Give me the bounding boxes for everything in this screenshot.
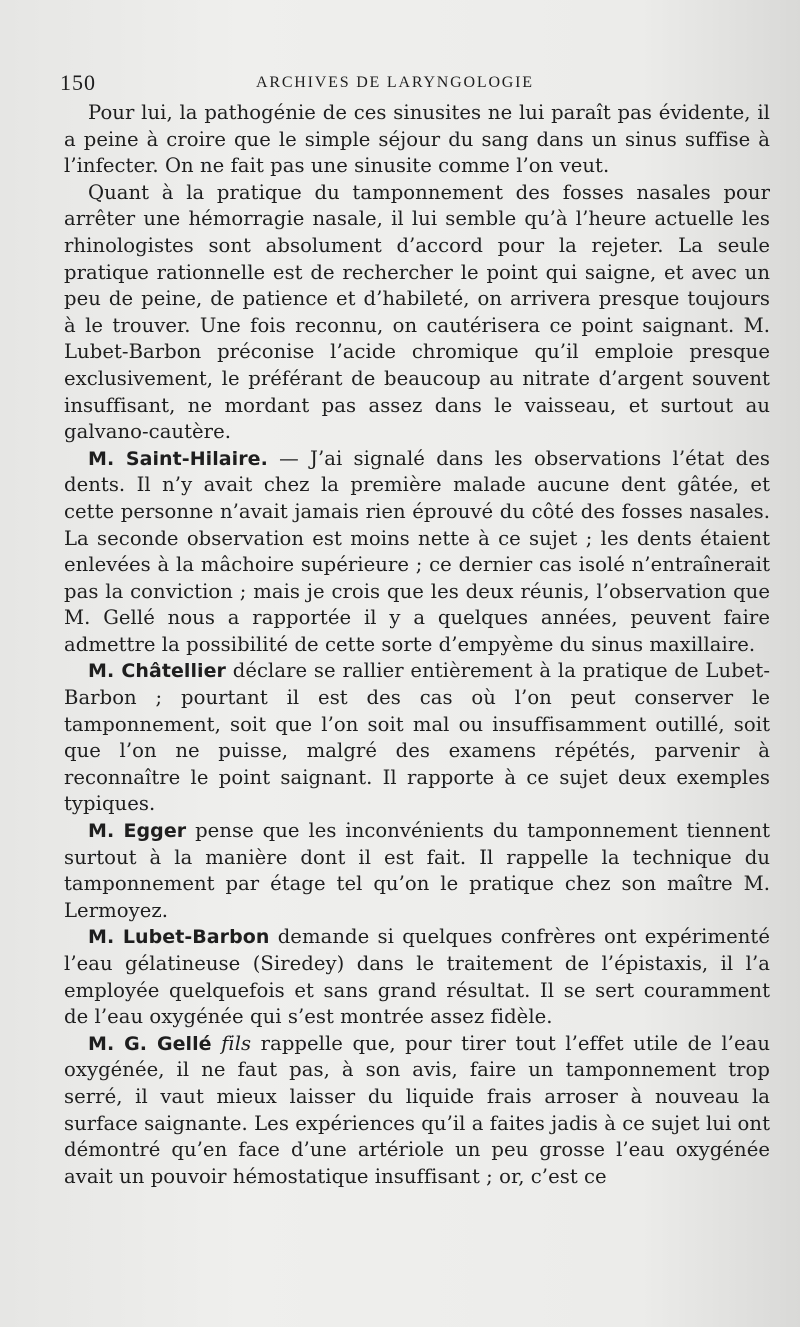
running-title: ARCHIVES DE LARYNGOLOGIE xyxy=(256,74,534,91)
paragraph xyxy=(64,1031,770,1191)
paragraph xyxy=(64,924,770,1030)
paragraph xyxy=(64,180,770,446)
paragraph xyxy=(64,100,770,180)
speaker-name: M. G. Gellé xyxy=(88,1032,212,1055)
page-header xyxy=(60,70,750,100)
paragraph-text: rappelle que, pour tirer tout l’effet utile de l’eau oxygénée, il ne faut pas, à son avis, faire un tamponnement trop serré, il vaut mieux laisser du liquide frais arroser à nouveau la surface saignante. Les expériences qu’il a faites jadis à ce sujet lui ont démontré qu’en face d’une artériole un peu grosse l’eau oxygénée avait un pouvoir hémostatique insuffisant ; or, c’est ce xyxy=(64,1031,770,1188)
paragraph xyxy=(64,818,770,924)
paragraph-text: demande si quelques confrères ont expérimenté l’eau gélatineuse (Siredey) dans le traitement de l’épistaxis, il l’a employée quelquefois et sans grand résultat. Il se sert couramment de l’eau oxygénée qui s’est montrée assez fidèle. xyxy=(64,925,770,1029)
paragraph-text: déclare se rallier entièrement à la pratique de Lubet-Barbon ; pourtant il est des cas où l’on peut conserver le tamponnement, soit que l’on soit mal ou insuffisamment outillé, soit que l’on ne puisse, malgré des examens répétés, parvenir à reconnaître le point saignant. Il rapporte à ce sujet deux exemples typiques. xyxy=(64,659,770,816)
paragraph-text: pense que les inconvénients du tamponnement tiennent surtout à la manière dont il est fait. Il rappelle la technique du tamponnement par étage tel qu’on le pratique chez son maître M. Lermoyez. xyxy=(64,819,770,922)
speaker-name: M. Egger xyxy=(88,820,187,843)
paragraph xyxy=(64,658,770,818)
paragraph xyxy=(64,446,770,659)
speaker-name: M. Lubet-Barbon xyxy=(88,926,270,949)
paragraph-text: Pour lui, la pathogénie de ces sinusites ne lui paraît pas évidente, il a peine à croire que le simple séjour du sang dans un sinus suffise à l’infecter. On ne fait pas une sinusite comme l’on veut. xyxy=(64,101,770,178)
page-number: 150 xyxy=(60,70,96,95)
speaker-qualifier: fils xyxy=(221,1031,252,1055)
paragraph-text: — J’ai signalé dans les observations l’état des dents. Il n’y avait chez la première malade aucune dent gâtée, et cette personne n’avait jamais rien éprouvé du côté des fosses nasales. La seconde observation est moins nette à ce sujet ; les dents étaient enlevées à la mâchoire supérieure ; ce dernier cas isolé n’entraînerait pas la conviction ; mais je crois que les deux réunis, l’observation que M. Gellé nous a rapportée il y a quelques années, peuvent faire admettre la possibilité de cette sorte d’empyème du sinus maxillaire. xyxy=(64,446,770,656)
paragraph-text: Quant à la pratique du tamponnement des fosses nasales pour arrêter une hémorragie nasale, il lui semble qu’à l’heure actuelle les rhinologistes sont absolument d’accord pour la rejeter. La seule pratique rationnelle est de rechercher le point qui saigne, et avec un peu de peine, de patience et d’habileté, on arrivera presque toujours à le trouver. Une fois reconnu, on cautérisera ce point saignant. M. Lubet-Barbon préconise l’acide chromique qu’il emploie presque exclusivement, le préférant de beaucoup au nitrate d’argent souvent insuffisant, ne mordant pas assez dans le vaisseau, et surtout au galvano-cautère. xyxy=(64,180,770,444)
speaker-name: M. Châtellier xyxy=(88,660,226,683)
body-text xyxy=(64,100,770,1190)
speaker-name: M. Saint-Hilaire. xyxy=(88,447,268,470)
